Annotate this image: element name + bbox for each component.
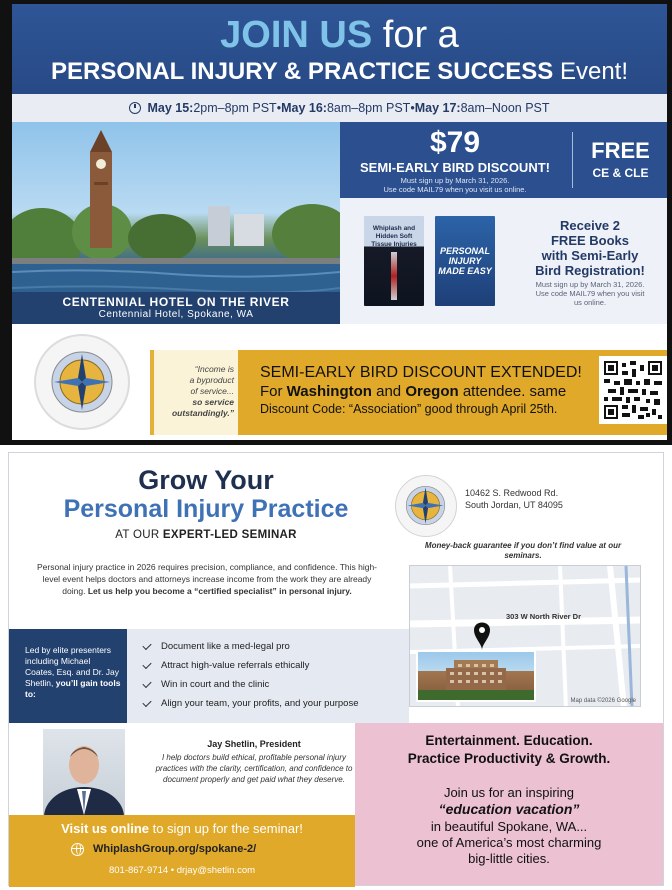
whiplash-group-logo-small bbox=[395, 475, 457, 537]
check-icon bbox=[142, 678, 151, 687]
visit-online-bold: Visit us online bbox=[61, 821, 149, 836]
intro-text: Personal injury practice in 2026 requires precision, compliance, and confidence. This high-level event helps doctors and attorneys increase income from the work they are already doing. bbox=[36, 562, 378, 596]
states-prefix: For bbox=[260, 383, 287, 400]
address-line2: South Jordan, UT 84095 bbox=[465, 500, 563, 510]
list-item bbox=[143, 679, 269, 690]
banner-join: JOIN US bbox=[220, 14, 373, 56]
discount-extended-states bbox=[260, 383, 566, 400]
hotel-name: CENTENNIAL HOTEL ON THE RIVER bbox=[62, 295, 290, 309]
benefit-text: Win in court and the clinic bbox=[161, 679, 270, 690]
presenters-block bbox=[9, 629, 127, 723]
location-map[interactable] bbox=[409, 565, 641, 707]
map-credit: Map data ©2026 Google bbox=[570, 698, 636, 704]
pink-headline-2: Practice Productivity & Growth. bbox=[407, 751, 611, 766]
discount-code-line: Discount Code: “Association” good through April 25th. bbox=[260, 402, 558, 416]
check-icon bbox=[142, 697, 151, 706]
check-icon bbox=[142, 659, 151, 668]
book-cover-personal-injury bbox=[435, 216, 495, 306]
compass-icon bbox=[396, 476, 455, 535]
benefit-text: Document like a med-legal pro bbox=[161, 641, 290, 652]
qr-code-icon bbox=[604, 361, 662, 419]
quote-line2: a byproduct bbox=[189, 375, 234, 385]
quote-line4: so service bbox=[192, 397, 234, 407]
banner-event-name: PERSONAL INJURY & PRACTICE SUCCESS bbox=[50, 58, 554, 85]
discount-label: SEMI-EARLY BIRD DISCOUNT! bbox=[360, 160, 550, 175]
discount-note bbox=[340, 176, 570, 194]
portrait-illustration bbox=[43, 729, 125, 815]
date-separator: • bbox=[410, 101, 415, 115]
money-back-guarantee: Money-back guarantee if you don’t find value at our seminars. bbox=[424, 541, 622, 560]
contact-info: 801-867-9714 • drjay@shetlin.com bbox=[108, 865, 256, 876]
visit-online-rest: to sign up for the seminar! bbox=[148, 821, 303, 836]
compass-icon bbox=[36, 336, 128, 428]
books-note-line1: Must sign up by March 31, 2026. bbox=[535, 280, 645, 289]
benefits-list bbox=[127, 629, 409, 723]
books-note-line3: us online. bbox=[573, 298, 607, 307]
hotel-caption bbox=[12, 292, 340, 324]
price-panel bbox=[340, 122, 667, 198]
qr-code[interactable] bbox=[599, 356, 667, 424]
presenters-text bbox=[25, 645, 121, 700]
date-1-time: 2pm–8pm PST bbox=[193, 101, 277, 115]
address-line1: 10462 S. Redwood Rd. bbox=[465, 488, 559, 498]
state-washington: Washington bbox=[286, 383, 372, 400]
date-separator: • bbox=[276, 101, 282, 115]
event-banner bbox=[12, 4, 667, 94]
clock-icon bbox=[129, 102, 141, 114]
quote-line3: of service... bbox=[190, 386, 234, 396]
date-2-day: May 16: bbox=[281, 101, 327, 115]
president-name: Jay Shetlin, President bbox=[207, 739, 301, 749]
free-books-heading bbox=[520, 218, 660, 278]
banner-headline bbox=[12, 14, 667, 57]
pink-line-spokane: in beautiful Spokane, WA... bbox=[430, 819, 588, 834]
pink-line-charming: one of America’s most charming bbox=[416, 835, 602, 850]
book-cover-whiplash bbox=[364, 216, 424, 306]
banner-event-word: Event! bbox=[553, 58, 629, 85]
books-heading-line4: Bird Registration! bbox=[535, 263, 645, 278]
quote-text bbox=[160, 364, 234, 419]
discount-note-line2: Use code MAIL79 when you visit us online. bbox=[383, 185, 527, 194]
top-card-footer bbox=[12, 324, 667, 440]
banner-subheadline bbox=[12, 58, 667, 86]
free-books-panel bbox=[340, 198, 667, 324]
education-vacation-block bbox=[355, 723, 663, 885]
date-3-day: May 17: bbox=[414, 101, 461, 115]
book2-title: PERSONAL INJURY MADE EASY bbox=[438, 246, 492, 276]
visit-online-block bbox=[9, 815, 355, 887]
states-and: and bbox=[371, 383, 406, 400]
banner-for-a: for a bbox=[372, 14, 459, 56]
whiplash-group-logo bbox=[34, 334, 130, 430]
pink-line-join: Join us for an inspiring bbox=[443, 785, 575, 800]
mailing-address bbox=[465, 487, 563, 511]
seminar-subtitle-bold: EXPERT-LED SEMINAR bbox=[162, 529, 297, 541]
date-3-time: 8am–Noon PST bbox=[460, 101, 550, 115]
pink-line-education-vacation: “education vacation” bbox=[438, 801, 580, 817]
discount-extended-box bbox=[238, 350, 667, 435]
map-street-label: 303 W North River Dr bbox=[506, 612, 582, 621]
books-heading-line3: with Semi-Early bbox=[541, 248, 639, 263]
book1-title: Whiplash and Hidden Soft Tissue Injuries bbox=[371, 225, 417, 248]
quote-line5: outstandingly.” bbox=[171, 408, 234, 418]
discount-note-line1: Must sign up by March 31, 2026. bbox=[400, 176, 510, 185]
books-heading-line2: FREE Books bbox=[550, 233, 629, 248]
check-icon bbox=[142, 640, 151, 649]
price-divider bbox=[572, 132, 573, 188]
pink-line-cities: big-little cities. bbox=[468, 851, 550, 866]
intro-text-bold: Let us help you become a “certified specialist” in personal injury. bbox=[87, 586, 352, 596]
jay-shetlin-portrait bbox=[43, 729, 125, 815]
hotel-building-illustration bbox=[418, 652, 534, 700]
date-2-time: 8am–8pm PST bbox=[326, 101, 411, 115]
books-note-line2: Use code MAIL79 when you visit bbox=[535, 289, 645, 298]
hotel-location: Centennial Hotel, Spokane, WA bbox=[98, 309, 254, 320]
signup-url-link[interactable]: WhiplashGroup.org/spokane-2/ bbox=[93, 843, 257, 855]
presenters-tools: you’ll gain tools to: bbox=[25, 678, 121, 699]
seminar-subtitle-prefix: AT OUR bbox=[115, 529, 163, 541]
quote-box bbox=[150, 350, 238, 435]
grow-title-practice: Personal Injury Practice bbox=[63, 495, 349, 523]
president-bio: I help doctors build ethical, profitable personal injury practices with the clarity, certification, and confidence to document properly and get paid what they deserve. bbox=[155, 753, 353, 784]
list-item bbox=[143, 698, 359, 709]
ce-cle-label: CE & CLE bbox=[592, 166, 649, 180]
benefit-text: Attract high-value referrals ethically bbox=[161, 660, 310, 671]
pink-headline-1: Entertainment. Education. bbox=[425, 733, 593, 748]
visit-online-title bbox=[9, 821, 355, 836]
free-books-note bbox=[520, 280, 660, 307]
grow-title: Grow Your bbox=[138, 465, 274, 495]
discount-extended-title: SEMI-EARLY BIRD DISCOUNT EXTENDED! bbox=[260, 364, 582, 381]
price-value: $79 bbox=[429, 126, 481, 159]
presenters-names: Led by elite presenters including Michael Coates, Esq. and Dr. Jay Shetlin, bbox=[25, 645, 120, 688]
free-label: FREE bbox=[591, 138, 650, 163]
list-item bbox=[143, 641, 290, 652]
states-suffix: attendee. same bbox=[458, 383, 567, 400]
intro-paragraph bbox=[35, 561, 379, 597]
state-oregon: Oregon bbox=[405, 383, 459, 400]
list-item bbox=[143, 660, 309, 671]
books-heading-line1: Receive 2 bbox=[560, 218, 620, 233]
globe-icon bbox=[71, 843, 84, 856]
hotel-building-photo bbox=[416, 650, 536, 702]
event-dates-bar bbox=[12, 94, 667, 122]
benefit-text: Align your team, your profits, and your purpose bbox=[161, 698, 359, 709]
date-1-day: May 15: bbox=[147, 101, 194, 115]
quote-line1: “Income is bbox=[194, 364, 234, 374]
bottom-postcard bbox=[8, 452, 664, 886]
spine-illustration bbox=[391, 252, 397, 300]
seminar-subtitle bbox=[9, 529, 403, 541]
